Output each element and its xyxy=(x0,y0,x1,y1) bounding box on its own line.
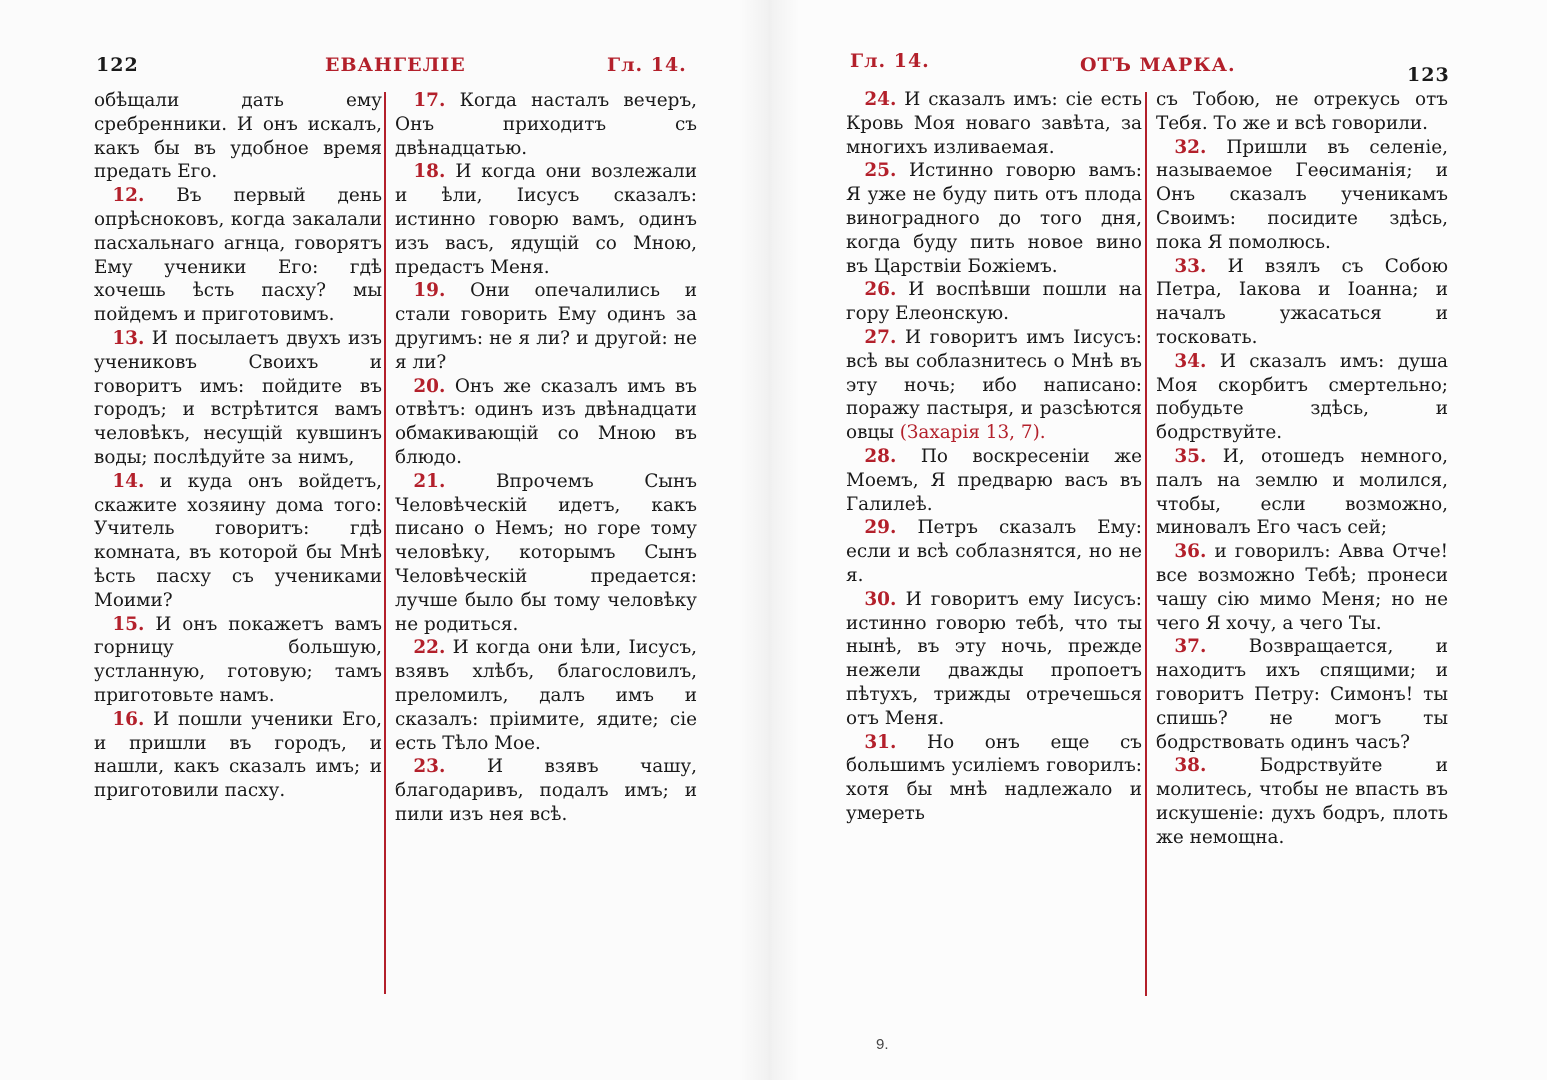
verse xyxy=(846,516,1142,587)
verse-number: 17. xyxy=(413,90,446,111)
verse xyxy=(94,708,382,803)
verse-number: 32. xyxy=(1174,136,1207,158)
verse-number: 37. xyxy=(1174,636,1207,658)
verse xyxy=(395,470,697,637)
verse-number: 16. xyxy=(112,708,145,730)
chapter-label: Гл. 14. xyxy=(607,54,687,76)
verse xyxy=(94,89,382,184)
verse-text: И сказалъ имъ: душа Моя скорбитъ смертельно; побудьте здѣсь, и бодрствуйте. xyxy=(1156,350,1448,444)
book-gutter xyxy=(740,0,800,1080)
verse-number: 12. xyxy=(112,185,145,207)
left-page xyxy=(0,0,770,1080)
verse xyxy=(1156,635,1448,754)
verse xyxy=(395,89,697,160)
text-column xyxy=(846,88,1142,826)
verse-number: 14. xyxy=(112,470,145,492)
verse xyxy=(395,279,697,374)
verse xyxy=(94,184,382,327)
verse-number: 25. xyxy=(864,160,897,182)
verse-number: 27. xyxy=(864,326,897,348)
verse xyxy=(395,636,697,755)
column-rule xyxy=(384,92,386,994)
verse-number: 33. xyxy=(1174,255,1207,277)
verse xyxy=(94,470,382,613)
right-page xyxy=(770,0,1547,1080)
page-number: 123 xyxy=(1407,64,1450,86)
verse xyxy=(1156,255,1448,350)
verse-number: 22. xyxy=(413,637,446,659)
verse-number: 24. xyxy=(864,89,897,110)
verse-text: Впрочемъ Сынъ Человѣческій идетъ, какъ писано о Немъ; но горе тому человѣку, которымъ Сынъ Человѣческій предается: лучше было бы тому человѣку не родиться. xyxy=(395,470,697,635)
verse-text: И говоритъ имъ Іисусъ: всѣ вы соблазнитесь о Мнѣ въ эту ночь; ибо написано: поражу пастыря, и разсѣются овцы xyxy=(846,326,1142,444)
verse xyxy=(1156,136,1448,255)
verse-text: И, отошедъ немного, палъ на землю и молился, чтобы, если возможно, миновалъ Его часъ сей; xyxy=(1156,445,1448,539)
verse xyxy=(395,755,697,826)
verse-number: 26. xyxy=(864,279,897,301)
verse xyxy=(1156,350,1448,445)
text-column xyxy=(395,89,697,827)
verse xyxy=(846,278,1142,326)
verse-text: Возвращается, и находитъ ихъ спящими; и говоритъ Петру: Симонъ! ты спишь? не могъ ты бодрствовать одинъ часъ? xyxy=(1156,636,1448,753)
text-column xyxy=(1156,88,1448,850)
page-title: ЕВАНГЕЛІЕ xyxy=(325,54,466,76)
verse-number: 29. xyxy=(864,517,897,539)
verse-text: И воспѣвши пошли на гору Елеонскую. xyxy=(846,279,1142,325)
verse-text: И онъ покажетъ вамъ горницу большую, устланную, готовую; тамъ приготовьте намъ. xyxy=(94,613,382,706)
verse-text: Бодрствуйте и молитесь, чтобы не впасть въ искушеніе: духъ бодръ, плоть же немощна. xyxy=(1156,755,1448,848)
verse-text: Онъ же сказалъ имъ въ отвѣтъ: одинъ изъ двѣнадцати обмакивающій со Мною въ блюдо. xyxy=(395,375,697,468)
verse-number: 35. xyxy=(1174,445,1207,467)
verse-number: 36. xyxy=(1174,541,1207,563)
verse xyxy=(395,375,697,470)
verse xyxy=(1156,445,1448,540)
verse-text: Въ первый день опрѣсноковъ, когда закалали пасхальнаго агнца, говорятъ Ему ученики Его: гдѣ хочешь ѣсть пасху? мы пойдемъ и приготовимъ. xyxy=(94,185,382,326)
verse-text: и говорилъ: Авва Отче! все возможно Тебѣ; пронеси чашу сію мимо Меня; но не чего Я хочу, а чего Ты. xyxy=(1156,541,1448,634)
verse-text: Но онъ еще съ большимъ усиліемъ говорилъ: хотя бы мнѣ надлежало и умереть xyxy=(846,731,1142,824)
verse-number: 30. xyxy=(864,588,897,610)
verse xyxy=(395,160,697,279)
verse-text: Пришли въ селеніе, называемое Геѳсиманія; и Онъ сказалъ ученикамъ Своимъ: посидите здѣсь, пока Я помолюсь. xyxy=(1156,136,1448,253)
verse-number: 21. xyxy=(413,470,446,492)
page-title: ОТЪ МАРКА. xyxy=(1080,54,1236,76)
verse xyxy=(1156,540,1448,635)
verse-text: И взялъ съ Собою Петра, Іакова и Іоанна; и началъ ужасаться и тосковать. xyxy=(1156,255,1448,348)
signature-mark: 9. xyxy=(876,1036,889,1053)
verse-text: И когда они возлежали и ѣли, Іисусъ сказалъ: истинно говорю вамъ, одинъ изъ васъ, ядущій со Мною, предастъ Меня. xyxy=(395,161,697,278)
verse-text: И сказалъ имъ: сіе есть Кровь Моя новаго завѣта, за многихъ изливаемая. xyxy=(846,89,1142,158)
verse-text: Петръ сказалъ Ему: если и всѣ соблазнятся, но не я. xyxy=(846,517,1142,586)
verse-number: 20. xyxy=(413,375,446,397)
verse-text: По воскресеніи же Моемъ, Я предварю васъ въ Галилеѣ. xyxy=(846,445,1142,515)
verse-text: Они опечалились и стали говорить Ему одинъ за другимъ: не я ли? и другой: не я ли? xyxy=(395,280,697,373)
verse xyxy=(1156,88,1448,136)
verse xyxy=(1156,754,1448,849)
column-rule xyxy=(1145,92,1147,996)
verse-number: 28. xyxy=(864,445,897,467)
verse-number: 19. xyxy=(413,280,446,302)
verse xyxy=(846,445,1142,516)
verse xyxy=(846,88,1142,159)
verse xyxy=(94,613,382,708)
verse-number: 34. xyxy=(1174,350,1207,372)
verse-number: 15. xyxy=(112,613,145,635)
chapter-label: Гл. 14. xyxy=(850,50,930,72)
verse-text: И говоритъ ему Іисусъ: истинно говорю тебѣ, что ты нынѣ, въ эту ночь, прежде нежели дважды пропоетъ пѣтухъ, трижды отречешься отъ Меня. xyxy=(846,588,1142,729)
verse-text: И взявъ чашу, благодаривъ, подалъ имъ; и пили изъ нея всѣ. xyxy=(395,756,697,825)
verse-text: И пошли ученики Его, и пришли въ городъ, и нашли, какъ сказалъ имъ; и приготовили пасху. xyxy=(94,708,382,802)
verse-text: Истинно говорю вамъ: Я уже не буду пить отъ плода виноградного до того дня, когда буду пить новое вино въ Царствіи Божіемъ. xyxy=(846,160,1142,277)
verse-number: 23. xyxy=(413,756,446,778)
verse xyxy=(846,588,1142,731)
scripture-reference: (Захарія 13, 7). xyxy=(899,422,1046,444)
verse xyxy=(846,731,1142,826)
verse-text: Когда насталъ вечеръ, Онъ приходитъ съ двѣнадцатью. xyxy=(395,90,697,159)
verse-text: И когда они ѣли, Іисусъ, взявъ хлѣбъ, благословилъ, преломилъ, далъ имъ и сказалъ: пріимите, ядите; сіе есть Тѣло Мое. xyxy=(395,637,697,754)
verse-number: 38. xyxy=(1174,755,1207,777)
verse xyxy=(846,159,1142,278)
verse xyxy=(846,326,1142,445)
verse-text: и куда онъ войдетъ, скажите хозяину дома того: Учитель говоритъ: гдѣ комната, въ которой бы Мнѣ ѣсть пасху съ учениками Моими? xyxy=(94,470,382,611)
verse xyxy=(94,327,382,470)
verse-text: обѣщали дать ему сребренники. И онъ искалъ, какъ бы въ удобное время предать Его. xyxy=(94,90,382,183)
verse-number: 31. xyxy=(864,731,897,753)
verse-number: 18. xyxy=(413,161,446,183)
text-column xyxy=(94,89,382,803)
verse-text: съ Тобою, не отрекусь отъ Тебя. То же и всѣ говорили. xyxy=(1156,89,1448,134)
page-number: 122 xyxy=(96,54,139,76)
verse-text: И посылаетъ двухъ изъ учениковъ Своихъ и говоритъ имъ: пойдите въ городъ; и встрѣтится вамъ человѣкъ, несущій кувшинъ воды; послѣдуйте за нимъ, xyxy=(94,327,382,468)
verse-number: 13. xyxy=(112,327,145,349)
